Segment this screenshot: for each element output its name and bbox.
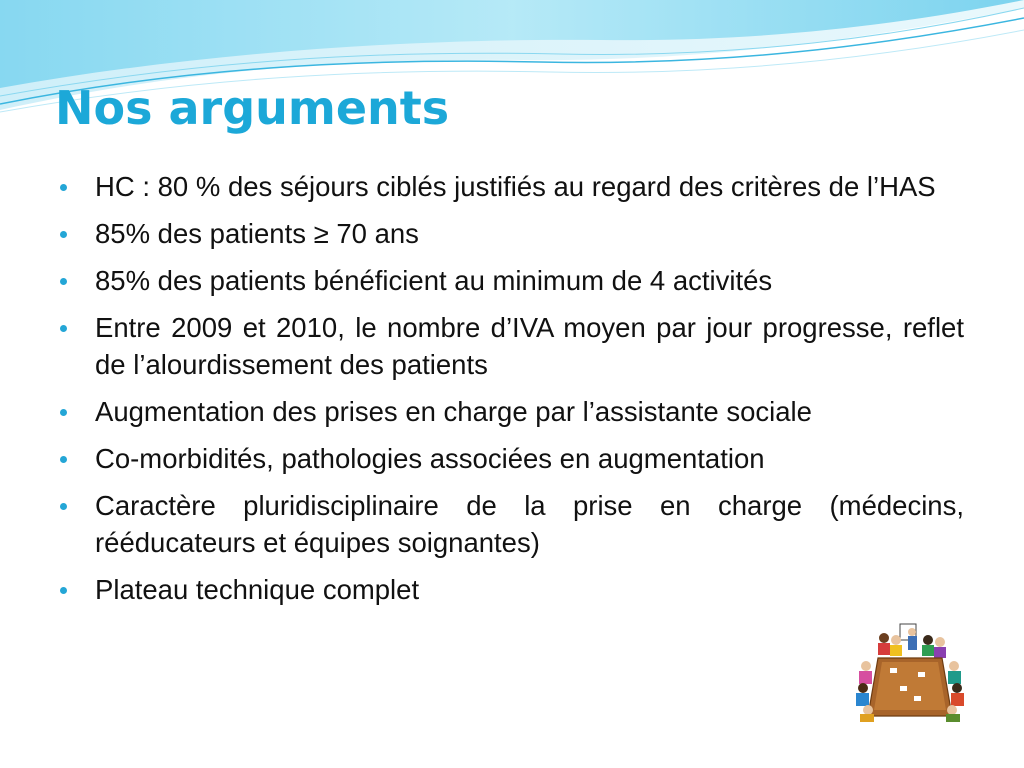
bullet-text: Plateau technique complet (95, 574, 420, 605)
bullet-item (58, 440, 964, 477)
bullet-text: Augmentation des prises en charge par l’assistante sociale (95, 396, 812, 427)
bullet-list (58, 168, 964, 618)
bullet-text: 85% des patients ≥ 70 ans (95, 218, 419, 249)
bullet-item (58, 487, 964, 561)
bullet-dot-icon (60, 409, 67, 416)
bullet-item (58, 215, 964, 252)
bullet-dot-icon (60, 587, 67, 594)
bullet-text: HC : 80 % des séjours ciblés justifiés au regard des critères de l’HAS (95, 171, 936, 202)
bullet-item (58, 571, 964, 608)
bullet-dot-icon (60, 325, 67, 332)
bullet-dot-icon (60, 184, 67, 191)
bullet-item (58, 168, 964, 205)
bullet-dot-icon (60, 231, 67, 238)
bullet-item (58, 309, 964, 383)
bullet-dot-icon (60, 278, 67, 285)
bullet-dot-icon (60, 503, 67, 510)
bullet-item (58, 262, 964, 299)
meeting-table-clipart (856, 622, 964, 722)
bullet-text: 85% des patients bénéficient au minimum de 4 activités (95, 265, 773, 296)
bullet-text: Co-morbidités, pathologies associées en augmentation (95, 443, 765, 474)
bullet-dot-icon (60, 456, 67, 463)
slide-title: Nos arguments (55, 81, 450, 135)
bullet-item (58, 393, 964, 430)
bullet-text: Caractère pluridisciplinaire de la prise en charge (médecins, rééducateurs et équipes soignantes) (95, 490, 964, 558)
bullet-text: Entre 2009 et 2010, le nombre d’IVA moyen par jour progresse, reflet de l’alourdissement des patients (95, 312, 964, 380)
